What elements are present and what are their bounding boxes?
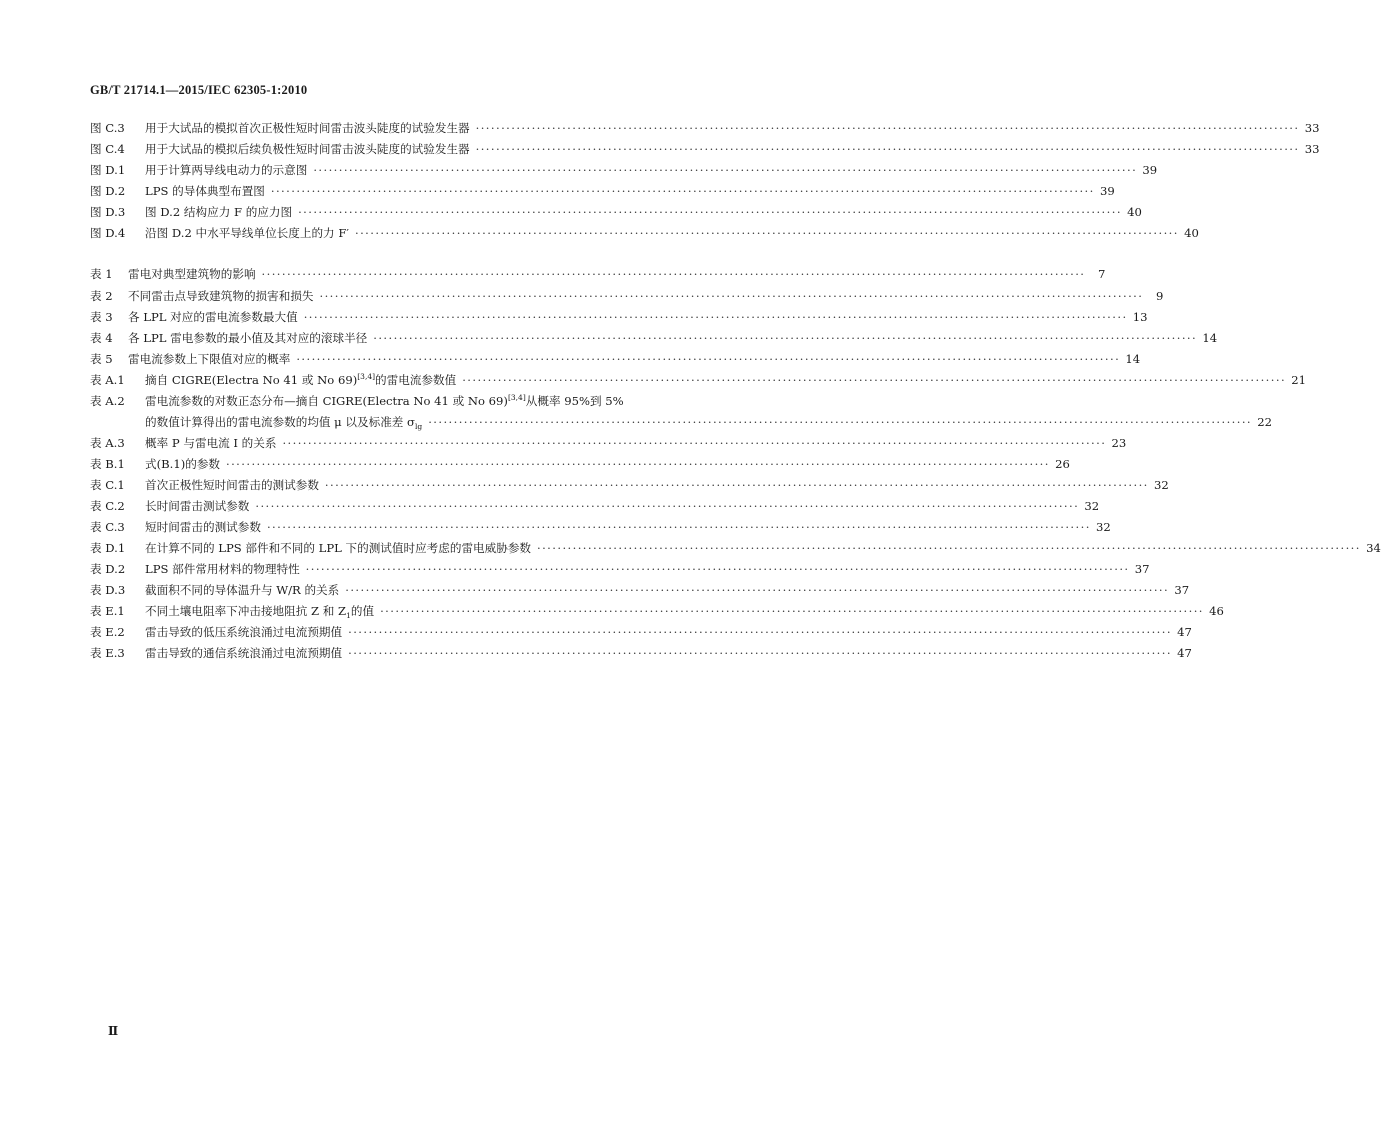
entry-title: 雷电流参数的对数正态分布—摘自 CIGRE(Electra No 41 或 No 69)[3,4]从概率 95%到 5% — [145, 393, 624, 408]
entry-title: 在计算不同的 LPS 部件和不同的 LPL 下的测试值时应考虑的雷电威胁参数 — [145, 541, 532, 555]
entry-title: 各 LPL 雷电参数的最小值及其对应的滚球半径 — [128, 331, 368, 345]
entry-label: 表 4 — [90, 331, 113, 345]
entry-page: 33 — [1304, 121, 1320, 135]
toc-entry-table[interactable] — [90, 601, 1224, 622]
entry-page: 39 — [1142, 163, 1158, 177]
entry-label: 表 5 — [90, 352, 113, 366]
entry-title: 雷电对典型建筑物的影响 — [128, 267, 256, 281]
toc-entry-table[interactable] — [90, 475, 1169, 496]
dot-leader — [271, 181, 1095, 202]
entry-title-continuation: 的数值计算得出的雷电流参数的均值 μ 以及标准差 $\sigma_{lg}$ — [145, 415, 423, 431]
entry-page: 21 — [1291, 373, 1307, 387]
entry-label: 表 E.1 — [90, 604, 125, 618]
dot-leader — [262, 264, 1086, 285]
toc-entry-table[interactable] — [90, 286, 1164, 307]
entry-label: 表 B.1 — [90, 457, 125, 471]
dot-leader — [267, 517, 1091, 538]
dot-leader — [345, 580, 1169, 601]
entry-title: 用于大试品的模拟首次正极性短时间雷击波头陡度的试验发生器 — [145, 121, 470, 135]
entry-page: 47 — [1177, 646, 1192, 660]
entry-label: 表 C.3 — [90, 520, 125, 534]
toc-entry-figure[interactable] — [90, 160, 1158, 181]
page-number-footer: Ⅱ — [108, 1024, 119, 1038]
entry-label: 表 1 — [90, 267, 113, 281]
toc-entry-figure[interactable] — [90, 202, 1142, 223]
entry-page: 37 — [1134, 562, 1150, 576]
entry-title: 沿图 D.2 中水平导线单位长度上的力 F′ — [145, 226, 349, 240]
toc-entry-figure[interactable] — [90, 223, 1199, 244]
entry-title: 用于计算两导线电动力的示意图 — [145, 163, 308, 177]
dot-leader — [380, 601, 1204, 622]
dot-leader — [355, 223, 1179, 244]
entry-label: 表 D.2 — [90, 562, 126, 576]
dot-leader — [348, 622, 1172, 643]
entry-title: 不同土壤电阻率下冲击接地阻抗 Z 和 $Z_1$的值 — [145, 604, 375, 620]
entry-title: 用于大试品的模拟后续负极性短时间雷击波头陡度的试验发生器 — [145, 142, 470, 156]
entry-title: 不同雷击点导致建筑物的损害和损失 — [128, 289, 314, 303]
entry-label: 表 A.2 — [90, 394, 125, 408]
entry-page: 26 — [1055, 457, 1070, 471]
entry-page: 14 — [1125, 352, 1141, 366]
entry-page: 7 — [1097, 267, 1106, 281]
dot-leader — [476, 139, 1300, 160]
toc-entry-table[interactable] — [90, 580, 1190, 601]
entry-page: 13 — [1132, 310, 1148, 324]
dot-leader — [320, 286, 1144, 307]
toc-entry-table[interactable] — [90, 349, 1141, 370]
toc-entry-table[interactable] — [90, 496, 1100, 517]
entry-page: 9 — [1155, 289, 1164, 303]
entry-title: 摘自 CIGRE(Electra No 41 或 No 69)[3,4]的雷电流参数值 — [145, 372, 457, 387]
entry-label: 表 A.3 — [90, 436, 125, 450]
entry-title: 截面积不同的导体温升与 W/R 的关系 — [145, 583, 340, 597]
dot-leader — [306, 559, 1130, 580]
entry-title: LPS 的导体典型布置图 — [145, 184, 265, 198]
entry-label: 图 D.4 — [90, 226, 126, 240]
toc-entry-table[interactable] — [90, 370, 1307, 391]
entry-page: 37 — [1174, 583, 1190, 597]
entry-page: 40 — [1127, 205, 1142, 219]
entry-label: 图 D.2 — [90, 184, 126, 198]
toc-entry-table[interactable] — [90, 433, 1127, 454]
entry-title: 首次正极性短时间雷击的测试参数 — [145, 478, 319, 492]
entry-label: 图 D.3 — [90, 205, 126, 219]
entry-page: 22 — [1257, 415, 1273, 429]
entry-page: 32 — [1153, 478, 1169, 492]
dot-leader — [428, 412, 1252, 433]
dot-leader — [476, 118, 1300, 139]
dot-leader — [296, 349, 1120, 370]
entry-label: 表 A.1 — [90, 373, 125, 387]
entry-label: 表 C.1 — [90, 478, 125, 492]
entry-label: 表 2 — [90, 289, 113, 303]
entry-page: 46 — [1209, 604, 1224, 618]
entry-page: 14 — [1202, 331, 1218, 345]
entry-title: 短时间雷击的测试参数 — [145, 520, 261, 534]
entry-page: 33 — [1304, 142, 1320, 156]
dot-leader — [537, 538, 1361, 559]
toc-entry-table[interactable] — [90, 643, 1192, 664]
toc-entry-table[interactable] — [90, 538, 1381, 559]
entry-page: 34 — [1366, 541, 1381, 555]
entry-title: 雷击导致的通信系统浪涌过电流预期值 — [145, 646, 343, 660]
entry-label: 表 E.2 — [90, 625, 125, 639]
entry-page: 47 — [1177, 625, 1192, 639]
entry-title: 长时间雷击测试参数 — [145, 499, 250, 513]
dot-leader — [348, 643, 1172, 664]
dot-leader — [325, 475, 1149, 496]
entry-label: 图 C.3 — [90, 121, 125, 135]
toc-entry-table-first-line[interactable] — [90, 391, 704, 412]
toc-entry-table[interactable] — [90, 559, 1150, 580]
entry-title: 雷电流参数上下限值对应的概率 — [128, 352, 291, 366]
toc-entry-figure[interactable] — [90, 139, 1320, 160]
entry-page: 32 — [1084, 499, 1100, 513]
document-code-header: GB/T 21714.1—2015/IEC 62305-1:2010 — [90, 83, 308, 97]
dot-leader — [255, 496, 1079, 517]
dot-leader — [298, 202, 1122, 223]
entry-label: 图 D.1 — [90, 163, 126, 177]
entry-label: 表 D.1 — [90, 541, 126, 555]
toc-entry-table[interactable] — [90, 517, 1111, 538]
toc-entry-figure[interactable] — [90, 181, 1115, 202]
toc-entry-table-continuation[interactable] — [90, 412, 1273, 433]
entry-title: 概率 P 与雷电流 I 的关系 — [145, 436, 277, 450]
toc-entry-table[interactable] — [90, 454, 1070, 475]
dot-leader — [462, 370, 1286, 391]
entry-page: 32 — [1096, 520, 1111, 534]
entry-title: 图 D.2 结构应力 F 的应力图 — [145, 205, 293, 219]
toc-entry-table[interactable] — [90, 264, 1106, 285]
entry-title: LPS 部件常用材料的物理特性 — [145, 562, 300, 576]
entry-label: 表 D.3 — [90, 583, 126, 597]
entry-title: 各 LPL 对应的雷电流参数最大值 — [128, 310, 298, 324]
dot-leader — [304, 307, 1128, 328]
toc-entry-table[interactable] — [90, 328, 1218, 349]
toc-entry-figure[interactable] — [90, 118, 1320, 139]
toc-entry-table[interactable] — [90, 622, 1192, 643]
dot-leader — [226, 454, 1050, 475]
entry-label: 表 3 — [90, 310, 113, 324]
dot-leader — [373, 328, 1197, 349]
entry-label: 表 E.3 — [90, 646, 125, 660]
dot-leader — [313, 160, 1137, 181]
entry-page: 23 — [1111, 436, 1127, 450]
entry-label: 图 C.4 — [90, 142, 125, 156]
toc-entry-table[interactable] — [90, 307, 1148, 328]
entry-page: 40 — [1184, 226, 1199, 240]
entry-title: 式(B.1)的参数 — [145, 457, 221, 471]
entry-title: 雷击导致的低压系统浪涌过电流预期值 — [145, 625, 343, 639]
dot-leader — [282, 433, 1106, 454]
entry-label: 表 C.2 — [90, 499, 125, 513]
entry-page: 39 — [1099, 184, 1115, 198]
